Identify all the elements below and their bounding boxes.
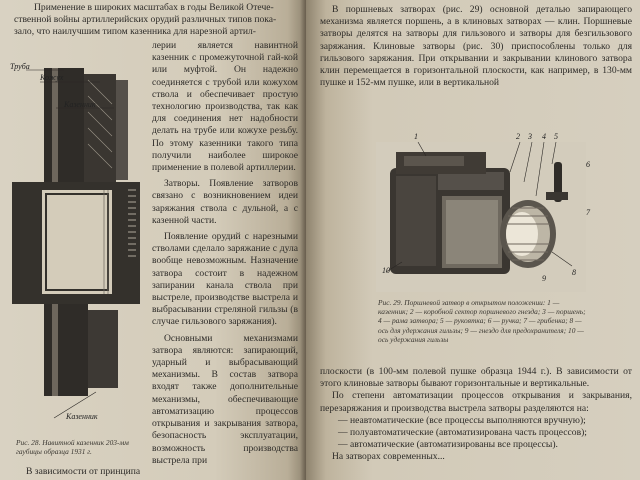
- intro-line-3: зало, что наилучшим типом казенника для нарезной артил-: [14, 26, 257, 38]
- intro-line-2: ственной войны артиллерийских орудий различных типов пока-: [14, 14, 277, 26]
- figure-number-9: 9: [542, 274, 546, 283]
- left-page: [0, 0, 306, 480]
- right-bottom-line: На затворах современных...: [332, 451, 445, 463]
- label-kazennik-top: Казенник: [64, 100, 96, 109]
- label-truba: Труба: [10, 62, 30, 71]
- figure-number-10: 10: [382, 266, 390, 275]
- list-item-2: — полуавтоматические (автоматизирована часть процессов);: [338, 427, 587, 439]
- figure-number-4: 4: [542, 132, 546, 141]
- piston-breech-figure: [376, 142, 586, 292]
- list-item-3: — автоматические (автоматизированы все процессы).: [338, 439, 558, 451]
- figure-28-caption: Рис. 28. Навитной казенник 203-мм гаубицы образца 1931 г.: [16, 438, 129, 457]
- right-paragraph-2: плоскости (в 100-мм полевой пушке образца 1944 г.). В зависимости от этого клиновые затворы бывают горизонтальные и вертикальные.: [320, 366, 632, 390]
- right-lower-text: [320, 366, 632, 464]
- intro-line-1: Применение в широких масштабах в годы Великой Отече-: [34, 2, 274, 13]
- figure-29-caption: Рис. 29. Поршневой затвор в открытом положении: 1 — казенник; 2 — коробной сектор поршневого гнезда; 3 — поршень; 4 — рама затвора; 5 — рукоятка; 6 — ручка; 7 — грибенка; 8 — ось для удержания гильзы; 9 — гнездо для предохранителя; 10 — ось удержания гильзы: [378, 298, 586, 344]
- right-top-text: [320, 4, 632, 89]
- left-paragraph-4: Основными механизмами затвора являются: запирающий, ударный и выбрасывающий механизмы. В состав затвора входят также дополнительные механизмы, обеспечивающие автоматизацию процессов открывания и закрывания затвора, безопасность эксплуатации, возможность производства выстрела при: [152, 332, 298, 466]
- left-bottom-line: В зависимости от принципа: [26, 466, 141, 477]
- left-paragraph-3: Появление орудий с нарезными стволами сделало заряжание с дула вообще невозможным. Назначение затвора состоит в надежном запирании канала ствола при выстреле, производстве выстрела и выбрасывании стреляной гильзы (в случае гильзового заряжания).: [152, 231, 298, 328]
- left-intro-text: [14, 2, 302, 39]
- figure-number-6: 6: [586, 160, 590, 169]
- barrel-tube-shape: [44, 68, 84, 186]
- figure-number-3: 3: [528, 132, 532, 141]
- breech-cross-section-figure: [4, 40, 154, 432]
- figure-number-8: 8: [572, 268, 576, 277]
- left-paragraph-2: Затворы. Появление затворов связано с возникновением идеи заряжания ствола с дульной, а с казенной части.: [152, 178, 298, 226]
- label-kazennik-bottom: Казенник: [66, 412, 98, 421]
- left-side-text: [152, 40, 298, 467]
- list-item-1: — неавтоматические (все процессы выполняются вручную);: [338, 414, 586, 426]
- label-kozhukh: Кожух: [40, 73, 64, 82]
- right-paragraph-3: По степени автоматизации процессов открывания и закрывания, перезаряжания и производства выстрела затворы разделяются на:: [320, 390, 632, 414]
- figure-number-1: 1: [414, 132, 418, 141]
- figure-number-7: 7: [586, 208, 590, 217]
- right-page: [306, 0, 640, 480]
- left-paragraph-1: лерии является навинтной казенник с промежуточной гай-кой или муфтой. Он надежно соединяется с трубой или кожухом ствола и обеспечивает простую технологию производства, так как для соединения нет надобности делать на трубе или кожухе резьбу. По этому казенники такого типа получили наиболее широкое применение в полевой артиллерии.: [152, 40, 298, 174]
- figure-number-5: 5: [554, 132, 558, 141]
- right-paragraph-1: В поршневых затворах (рис. 29) основной деталью запирающего механизма является поршень, а в клиновых затворах — клин. Поршневые затворы делятся на затворы для гильзового и затворы для безгильзового заряжания. Клиновые затворы (рис. 30) приспособлены только для гильзового заряжания. При открывании и закрывании клинового затвора клин перемещается в горизонтальной плоскости, как например, в 130-мм пушке и 152-мм пушке, или в вертикальной: [320, 4, 632, 89]
- figure-number-2: 2: [516, 132, 520, 141]
